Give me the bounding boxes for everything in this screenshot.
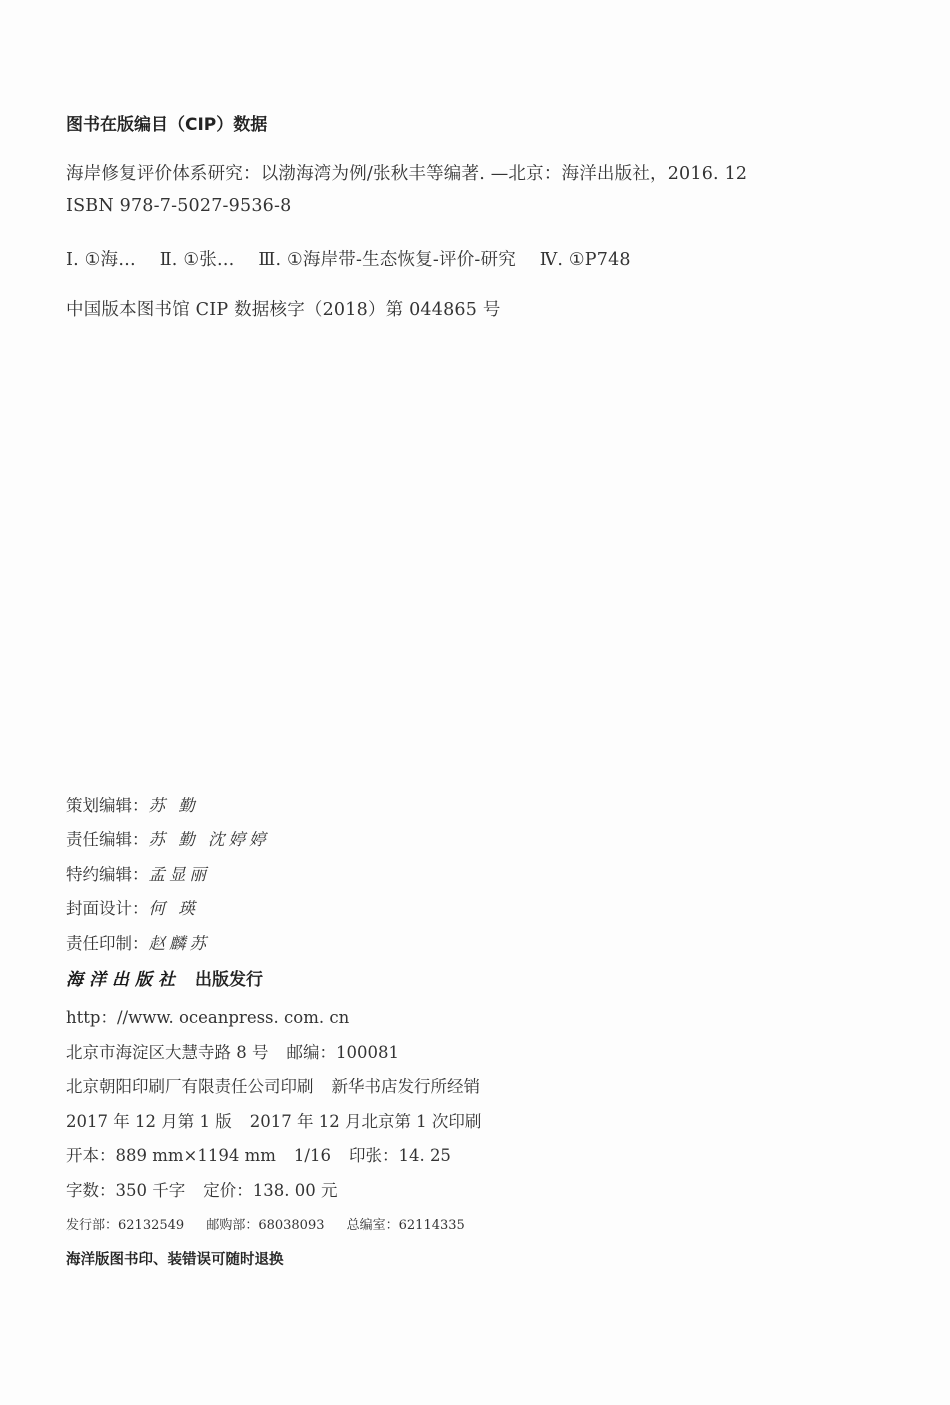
staff-print-supervisor xyxy=(66,930,210,954)
staff-responsible-editor xyxy=(66,826,270,850)
return-notice: 海洋版图书印、装错误可随时退换 xyxy=(66,1252,284,1268)
phone-editorial: 总编室：62114335 xyxy=(346,1218,465,1233)
price-line xyxy=(66,1177,337,1201)
publisher-address-line xyxy=(66,1039,399,1063)
publisher-postcode: 邮编：100081 xyxy=(286,1043,399,1062)
edition: 2017 年 12 月第 1 版 xyxy=(66,1112,232,1131)
phone-mail: 邮购部：68038093 xyxy=(206,1218,325,1233)
publisher-suffix: 出版发行 xyxy=(195,970,263,990)
cip-class-1: Ⅰ. ①海… xyxy=(66,250,136,270)
distributor: 新华书店发行所经销 xyxy=(331,1077,480,1096)
format: 开本：889 mm×1194 mm xyxy=(66,1146,276,1165)
cip-heading: 图书在版编目（CIP）数据 xyxy=(66,115,268,135)
publisher-website: http：//www. oceanpress. com. cn xyxy=(66,1008,350,1027)
cip-class-4: Ⅳ. ①P748 xyxy=(539,250,631,270)
edition-line xyxy=(66,1108,481,1132)
staff-name: 何 瑛 xyxy=(148,899,199,918)
publisher-line xyxy=(66,965,263,990)
cip-title-line: 海岸修复评价体系研究：以渤海湾为例/张秋丰等编著. —北京：海洋出版社，2016. 12 xyxy=(66,164,748,184)
staff-planning-editor xyxy=(66,792,199,816)
printing: 2017 年 12 月北京第 1 次印刷 xyxy=(249,1112,482,1131)
staff-cover-design xyxy=(66,895,199,919)
staff-name: 孟显丽 xyxy=(148,865,210,884)
cip-classification xyxy=(66,246,649,271)
staff-name: 赵麟苏 xyxy=(148,934,210,953)
staff-name: 苏 勤 沈婷婷 xyxy=(148,830,270,849)
cip-class-2: Ⅱ. ①张… xyxy=(159,250,235,270)
cip-isbn: ISBN 978-7-5027-9536-8 xyxy=(66,196,292,216)
publisher-logo: 海洋出版社 xyxy=(66,970,181,990)
word-count: 字数：350 千字 xyxy=(66,1181,186,1200)
printer-line xyxy=(66,1073,480,1097)
publisher-address: 北京市海淀区大慧寺路 8 号 xyxy=(66,1043,269,1062)
price: 定价：138. 00 元 xyxy=(203,1181,338,1200)
phone-numbers xyxy=(66,1214,483,1233)
sheets: 印张：14. 25 xyxy=(348,1146,451,1165)
staff-label: 策划编辑： xyxy=(66,796,149,815)
cip-class-3: Ⅲ. ①海岸带-生态恢复-评价-研究 xyxy=(258,250,516,270)
staff-label: 封面设计： xyxy=(66,899,149,918)
printer: 北京朝阳印刷厂有限责任公司印刷 xyxy=(66,1077,314,1096)
staff-label: 责任编辑： xyxy=(66,830,149,849)
staff-label: 责任印制： xyxy=(66,934,149,953)
cip-verification: 中国版本图书馆 CIP 数据核字（2018）第 044865 号 xyxy=(66,300,501,320)
staff-name: 苏 勤 xyxy=(148,796,199,815)
staff-special-editor xyxy=(66,861,210,885)
staff-label: 特约编辑： xyxy=(66,865,149,884)
format-line xyxy=(66,1142,451,1166)
phone-sales: 发行部：62132549 xyxy=(66,1218,185,1233)
fold: 1/16 xyxy=(293,1146,331,1165)
